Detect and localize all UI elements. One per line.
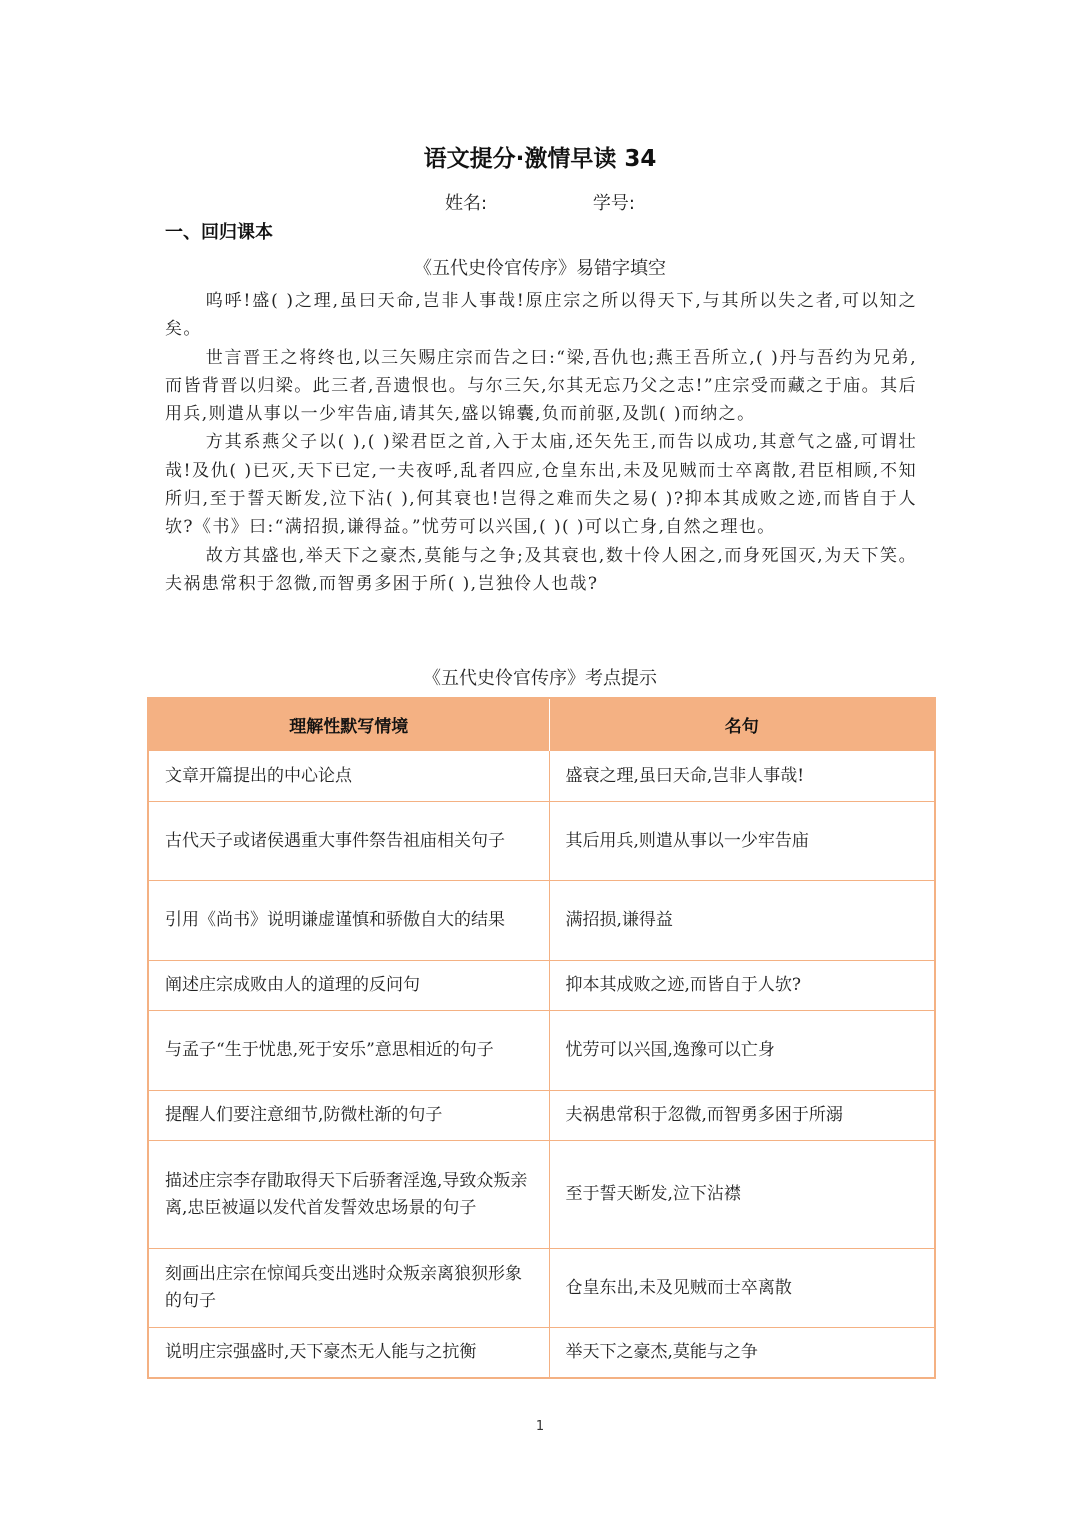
passage-paragraph: 方其系燕父子以( ),( )梁君臣之首,入于太庙,还矢先王,而告以成功,其意气之盛,可谓壮哉!及仇( )已灭,天下已定,一夫夜呼,乱者四应,仓皇东出,未及见贼而士卒离散,君臣相顾,不知所归,至于誓天断发,泣下沾( ),何其衰也!岂得之难而失之易( )?抑本其成败之迹,而皆自于人欤?《书》曰:“满招损,谦得益。”忧劳可以兴国,( )( )可以亡身,自然之理也。 xyxy=(165,432,917,538)
quote-cell: 忧劳可以兴国,逸豫可以亡身 xyxy=(549,1011,935,1091)
context-cell: 古代天子或诸侯遇重大事件祭告祖庙相关句子 xyxy=(148,802,549,881)
column-header-context: 理解性默写情境 xyxy=(148,698,549,751)
quote-cell: 举天下之豪杰,莫能与之争 xyxy=(549,1328,935,1378)
section-heading: 一、回归课本 xyxy=(165,222,273,243)
page-title: 语文提分·激情早读 34 xyxy=(423,146,657,172)
column-header-quote: 名句 xyxy=(549,698,935,751)
key-points-subtitle: 《五代史伶官传序》考点提示 xyxy=(423,668,657,689)
quote-cell: 仓皇东出,未及见贼而士卒离散 xyxy=(549,1249,935,1328)
context-cell: 与孟子“生于忧患,死于安乐”意思相近的句子 xyxy=(148,1011,549,1091)
quote-cell: 至于誓天断发,泣下沾襟 xyxy=(549,1141,935,1249)
table-row xyxy=(148,802,935,881)
quote-cell: 其后用兵,则遣从事以一少牢告庙 xyxy=(549,802,935,881)
quote-cell: 抑本其成败之迹,而皆自于人欤? xyxy=(549,961,935,1011)
quote-cell: 盛衰之理,虽曰天命,岂非人事哉! xyxy=(549,751,935,802)
context-cell: 阐述庄宗成败由人的道理的反问句 xyxy=(148,961,549,1011)
page-number: 1 xyxy=(535,1419,545,1434)
context-cell: 刻画出庄宗在惊闻兵变出逃时众叛亲离狼狈形象的句子 xyxy=(148,1249,549,1328)
table-row xyxy=(148,1328,935,1378)
key-points-table-wrapper xyxy=(147,697,936,1379)
table-row xyxy=(148,751,935,802)
context-cell: 引用《尚书》说明谦虚谨慎和骄傲自大的结果 xyxy=(148,881,549,961)
context-cell: 描述庄宗李存勖取得天下后骄奢淫逸,导致众叛亲离,忠臣被逼以发代首发誓效忠场景的句子 xyxy=(148,1141,549,1249)
table-row xyxy=(148,1011,935,1091)
name-id-line xyxy=(0,189,1080,215)
table-header-row xyxy=(148,698,935,751)
context-cell: 提醒人们要注意细节,防微杜渐的句子 xyxy=(148,1091,549,1141)
fill-blank-subtitle: 《五代史伶官传序》易错字填空 xyxy=(414,258,666,279)
key-points-table xyxy=(147,697,936,1379)
passage-paragraph: 世言晋王之将终也,以三矢赐庄宗而告之曰:“梁,吾仇也;燕王吾所立,( )丹与吾约为兄弟,而皆背晋以归梁。此三者,吾遗恨也。与尔三矢,尔其无忘乃父之志!”庄宗受而藏之于庙。其后用兵,则遣从事以一少牢告庙,请其矢,盛以锦囊,负而前驱,及凯( )而纳之。 xyxy=(165,347,917,425)
table-row xyxy=(148,881,935,961)
student-id-label: 学号: xyxy=(592,193,635,214)
passage-paragraph: 故方其盛也,举天下之豪杰,莫能与之争;及其衰也,数十伶人困之,而身死国灭,为天下笑。夫祸患常积于忽微,而智勇多困于所( ),岂独伶人也哉? xyxy=(165,545,917,594)
table-row xyxy=(148,1249,935,1328)
table-row xyxy=(148,961,935,1011)
quote-cell: 满招损,谦得益 xyxy=(549,881,935,961)
context-cell: 说明庄宗强盛时,天下豪杰无人能与之抗衡 xyxy=(148,1328,549,1378)
passage-paragraph: 呜呼!盛( )之理,虽曰天命,岂非人事哉!原庄宗之所以得天下,与其所以失之者,可以知之矣。 xyxy=(165,291,917,340)
quote-cell: 夫祸患常积于忽微,而智勇多困于所溺 xyxy=(549,1091,935,1141)
context-cell: 文章开篇提出的中心论点 xyxy=(148,751,549,802)
table-row xyxy=(148,1141,935,1249)
fill-blank-passage xyxy=(165,287,917,598)
name-label: 姓名: xyxy=(445,193,488,214)
table-row xyxy=(148,1091,935,1141)
